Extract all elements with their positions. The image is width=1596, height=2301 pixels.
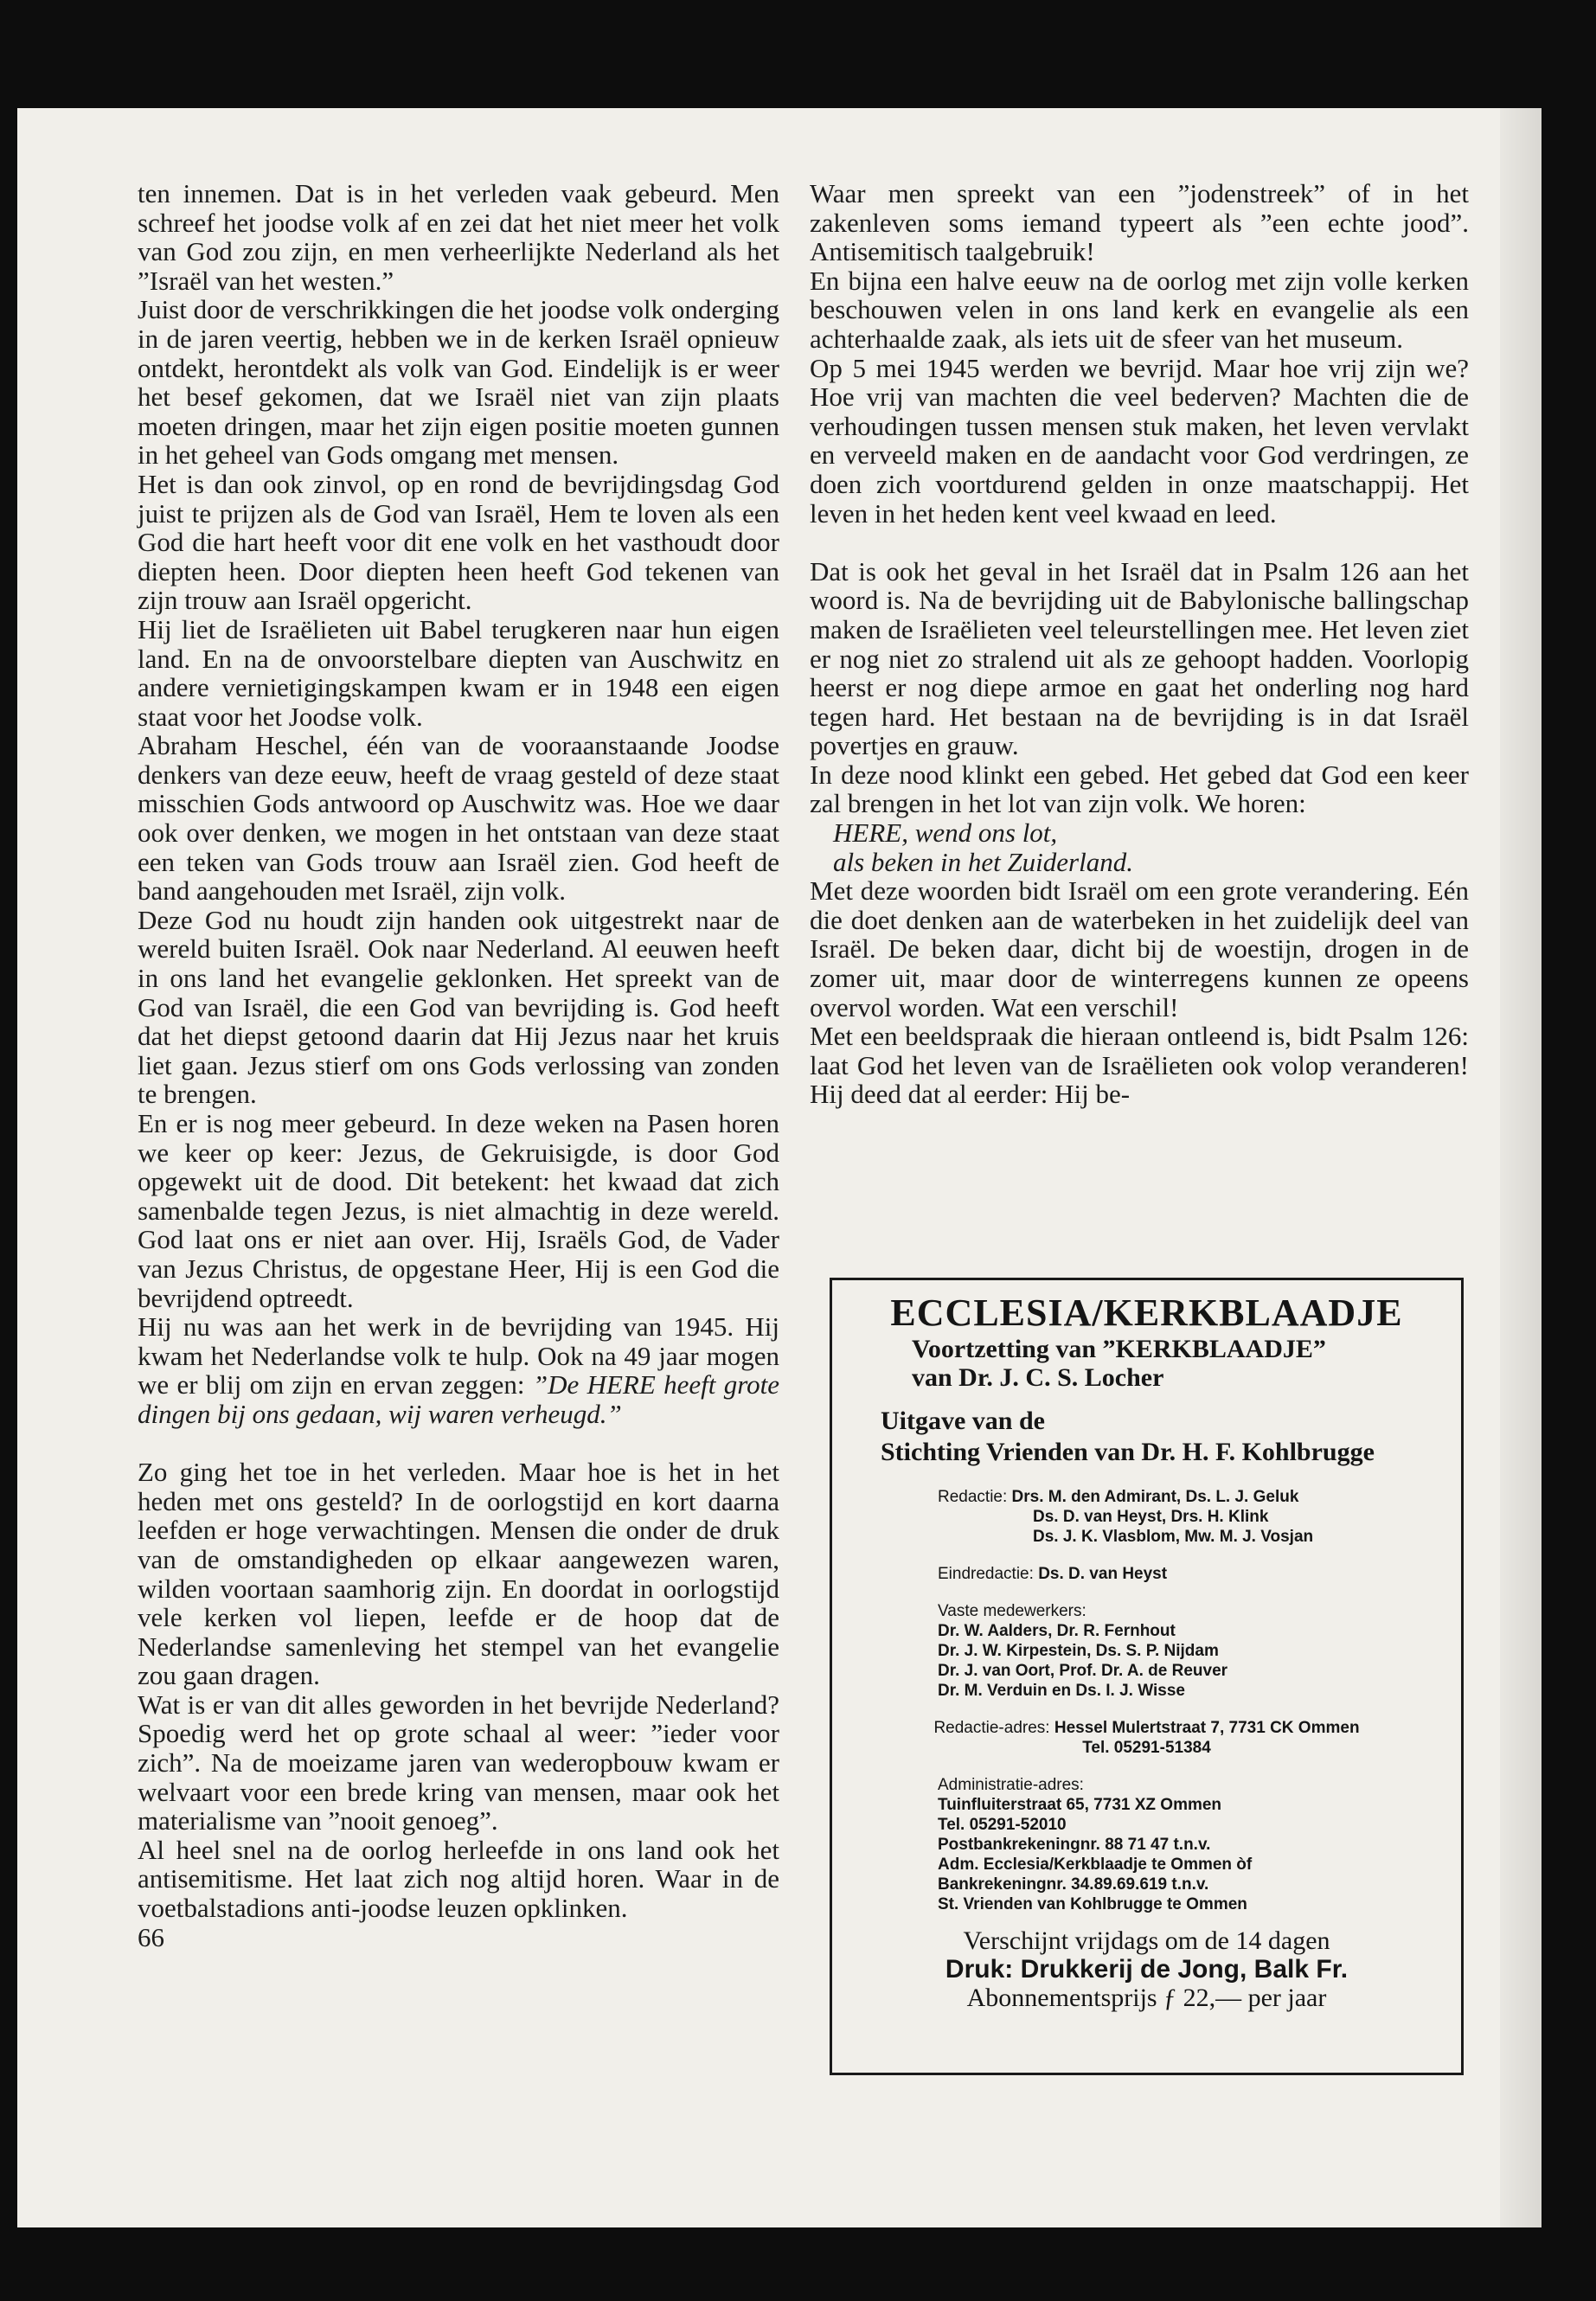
paragraph: En bijna een halve eeuw na de oorlog met zijn volle kerken beschouwen velen in ons land kerk en evangelie als een achterhaalde zaak, als iets uit de sfeer van het museum. [810,265,1469,354]
address-label: Redactie-adres: [933,1719,1054,1737]
publisher [832,1406,1461,1468]
editor-names: Drs. M. den Admirant, Ds. L. J. Geluk [1011,1488,1299,1506]
paragraph: Wat is er van dit alles geworden in het bevrijde Nederland? Spoedig werd het op grote schaal al weer: ”ieder voor zich”. Na de moeizame jaren van wederopbouw kwam er welvaart voor een brede kring van mensen, maar ook het materialisme van ”nooit genoeg”. [138,1689,779,1836]
contributor-line: Dr. J. van Oort, Prof. Dr. A. de Reuver [938,1662,1228,1680]
administration-line: Postbankrekeningnr. 88 71 47 t.n.v. [938,1836,1211,1854]
printer: Druk: Drukkerij de Jong, Balk Fr. [945,1955,1349,1984]
contributor-line: Dr. J. W. Kirpestein, Ds. S. P. Nijdam [938,1642,1219,1660]
colophon-subtitle: van Dr. J. C. S. Locher [912,1363,1164,1392]
colophon-title: ECCLESIA/KERKBLAADJE [890,1292,1403,1334]
editor-names: Ds. D. van Heyst, Drs. H. Klink [1033,1508,1269,1526]
paragraph-text: Hij nu was aan het werk in de bevrijding van 1945. Hij kwam het Nederlandse volk te hulp. Ook na 49 jaar mogen we er blij om zijn en ervan zeggen: [138,1311,779,1400]
address-value: Hessel Mulertstraat 7, 7731 CK Ommen [1054,1719,1360,1737]
final-editor [832,1564,1461,1584]
paragraph: Met een beeldspraak die hieraan ontleend is, bidt Psalm 126: laat God het leven van de Israëlieten ook volop veranderen! Hij deed dat al eerder: Hij be- [810,1021,1469,1110]
final-editor-label: Eindredactie: [938,1565,1039,1583]
editor-names: Ds. J. K. Vlasblom, Mw. M. J. Vosjan [1033,1528,1314,1546]
contributor-line: Dr. M. Verduin en Ds. I. J. Wisse [938,1682,1185,1700]
administration-line: Adm. Ecclesia/Kerkblaadje te Ommen òf [938,1856,1253,1874]
contributors [832,1601,1461,1701]
publisher-line: Stichting Vrienden van Dr. H. F. Kohlbrugge [881,1438,1375,1466]
publication-schedule: Verschijnt vrijdags om de 14 dagen [963,1926,1330,1955]
left-column [138,179,779,1952]
paragraph: Dat is ook het geval in het Israël dat in Psalm 126 aan het woord is. Na de bevrijding uit de Babylonische ballingschap maken de Israëlieten veel teleurstellingen mee. Het leven ziet er nog niet zo stralend uit als ze gehoopt hadden. Voorlopig heerst er nog diepe armoe en gaat het onderling nog hard tegen hard. Het bestaan na de bevrijding is in dat Israël povertjes en grauw. [810,555,1469,761]
paragraph: Het is dan ook zinvol, op en rond de bevrijdingsdag God juist te prijzen als de God van Israël, Hem te loven als een God die hart heeft voor dit ene volk en het vasthoudt door diepten heen. Door diepten heen heeft God tekenen van zijn trouw aan Israël opgericht. [138,468,779,616]
administration-address [832,1775,1461,1914]
paragraph: In deze nood klinkt een gebed. Het gebed dat God een keer zal brengen in het lot van zijn volk. We horen: [810,759,1469,819]
paragraph: Met deze woorden bidt Israël om een grote verandering. Eén die doet denken aan de waterbeken in het zuidelijk deel van Israël. De beken daar, dicht bij de woestijn, drogen in de zomer uit, maar door de winterregens kunnen ze opeens overvol worden. Wat een verschil! [810,875,1469,1022]
editorial-address [832,1718,1461,1758]
paragraph: Deze God nu houdt zijn handen ook uitgestrekt naar de wereld buiten Israël. Ook naar Nederland. Al eeuwen heeft in ons land het evangelie geklonken. Het spreekt van de God van Israël, die een God van bevrijding is. God heeft dat het diepst getoond daarin dat Hij Jezus naar het kruis liet gaan. Jezus stierf om ons Gods verlossing van zonden te brengen. [138,904,779,1110]
page-number: 66 [138,1921,164,1952]
colophon-box [830,1278,1464,2075]
page-spine [1500,108,1542,2227]
paragraph [138,1312,779,1428]
paragraph: Zo ging het toe in het verleden. Maar hoe is het in het heden met ons gesteld? In de oorlogstijd en kort daarna leefden er hoge verwachtingen. Mensen die onder de druk van de omstandigheden op elkaar aangewezen waren, wilden voortaan saamhorig zijn. En doordat in oorlogstijd vele kerken vol liepen, leefde er de hoop dat de Nederlandse samenleving het stempel van het evangelie zou gaan dragen. [138,1457,779,1691]
publication-info [832,1926,1461,2012]
administration-line: Tuinfluiterstraat 65, 7731 XZ Ommen [938,1796,1222,1814]
editorial-board [832,1487,1461,1547]
administration-line: Tel. 05291-52010 [938,1816,1067,1834]
paragraph: Abraham Heschel, één van de vooraanstaande Joodse denkers van deze eeuw, heeft de vraag gesteld of deze staat misschien Gods antwoord op Auschwitz was. Hoe we daar ook over denken, we mogen in het ontstaan van deze staat een teken van Gods trouw aan Israël zien. God heeft de band aangehouden met Israël, zijn volk. [138,730,779,907]
administration-label: Administratie-adres: [938,1776,1084,1794]
final-editor-name: Ds. D. van Heyst [1038,1565,1168,1583]
right-column [810,179,1469,1109]
editorial-label: Redactie: [938,1488,1012,1506]
publisher-line: Uitgave van de [881,1407,1045,1435]
paragraph: Juist door de verschrikkingen die het joodse volk onderging in de jaren veertig, hebben we in de kerken Israël opnieuw ontdekt, herontdekt als volk van God. Eindelijk is er weer het besef gekomen, dat we Israël niet van zijn plaats moeten dringen, maar het zijn eigen positie moeten gunnen in het geheel van Gods omgang met mensen. [138,294,779,471]
contributors-label: Vaste medewerkers: [938,1602,1086,1620]
paragraph: Waar men spreekt van een ”jodenstreek” of in het zakenleven soms iemand typeert als ”een echte jood”. Antisemitisch taalgebruik! [810,178,1469,267]
paragraph: ten innemen. Dat is in het verleden vaak gebeurd. Men schreef het joodse volk af en zei dat het niet meer het volk van God zou zijn, en men verheerlijkte Nederland als het ”Israël van het westen.” [138,178,779,296]
paragraph: Op 5 mei 1945 werden we bevrijd. Maar hoe vrij zijn we? Hoe vrij van machten die veel bederven? Machten die de verhoudingen tussen mensen stuk maken, het leven vervlakt en verveeld maken en de aandacht voor God verdringen, ze doen zich voortdurend gelden in onze maatschappij. Het leven in het heden kent veel kwaad en leed. [810,352,1469,529]
psalm-quote: ”De HERE heeft grote dingen bij ons gedaan, wij waren verheugd.” [138,1369,779,1429]
colophon-subtitle: Voortzetting van ”KERKBLAADJE” [912,1335,1326,1363]
paragraph: En er is nog meer gebeurd. In deze weken na Pasen horen we keer op keer: Jezus, de Gekruisigde, is door God opgewekt uit de dood. Dit betekent: het kwaad dat zich samenbalde tegen Jezus, is niet almachtig in deze wereld. God laat ons er niet aan over. Hij, Israëls God, de Vader van Jezus Christus, de opgestane Heer, Hij is een God die bevrijdend optreedt. [138,1108,779,1313]
paragraph: Hij liet de Israëlieten uit Babel terugkeren naar hun eigen land. En na de onvoorstelbare diepten van Auschwitz en andere vernietigingskampen kwam er in 1948 een eigen staat voor het Joodse volk. [138,613,779,732]
phone-number: Tel. 05291-51384 [1082,1739,1211,1757]
psalm-quote-line: HERE, wend ons lot, [833,817,1058,849]
paragraph: Al heel snel na de oorlog herleefde in ons land ook het antisemitisme. Het laat zich nog altijd horen. Waar in de voetbalstadions anti-joodse leuzen opklinken. [138,1834,779,1924]
administration-line: Bankrekeningnr. 34.89.69.619 t.n.v. [938,1875,1209,1894]
psalm-quote-line: als beken in het Zuiderland. [833,846,1133,877]
administration-line: St. Vrienden van Kohlbrugge te Ommen [938,1895,1247,1913]
subscription-price: Abonnementsprijs ƒ 22,— per jaar [966,1984,1327,2012]
magazine-page [17,108,1542,2227]
contributor-line: Dr. W. Aalders, Dr. R. Fernhout [938,1622,1176,1640]
